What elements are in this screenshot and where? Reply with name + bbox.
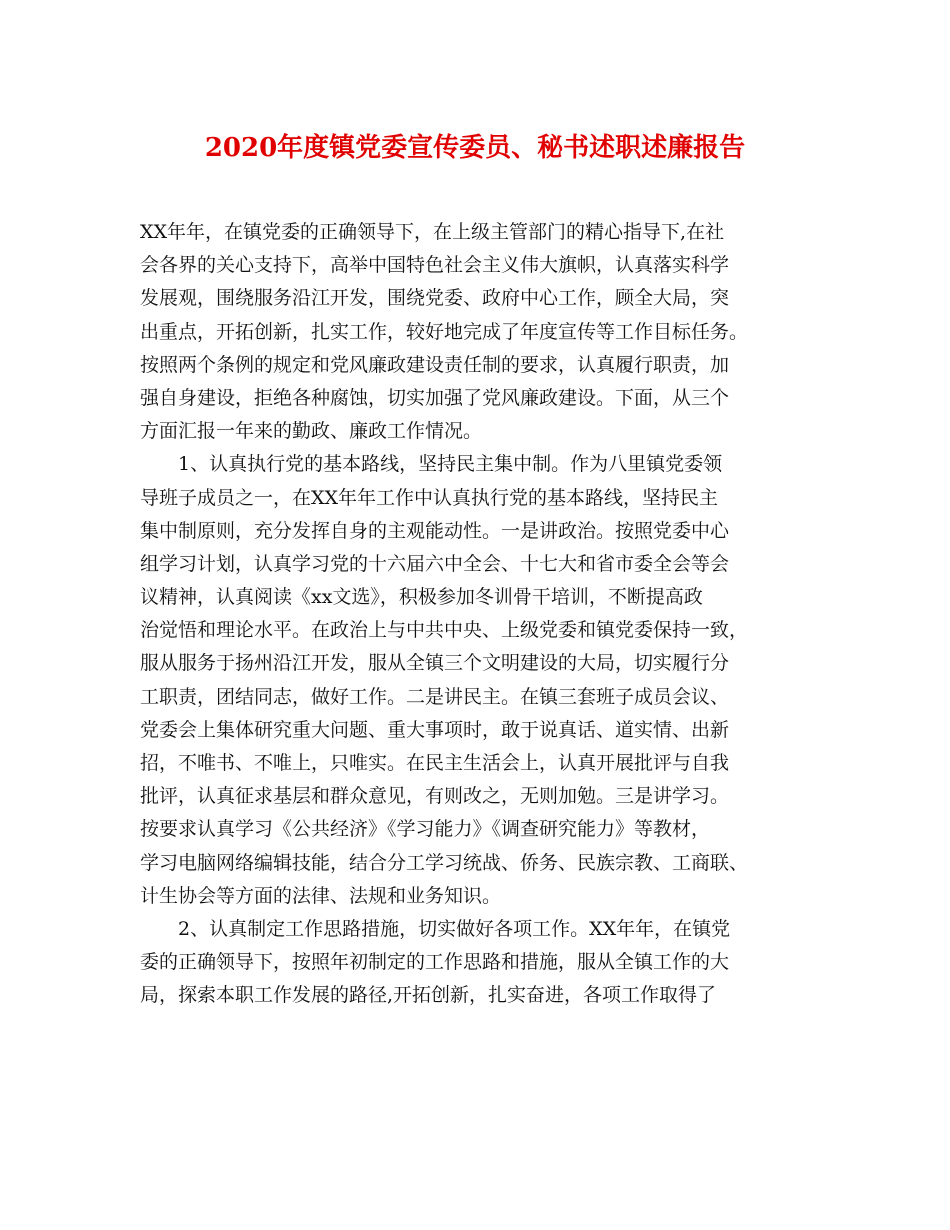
text-line: 招，不唯书、不唯上，只唯实。在民主生活会上，认真开展批评与自我	[140, 752, 730, 774]
text-line: 会各界的关心支持下，高举中国特色社会主义伟大旗帜，认真落实科学	[140, 254, 730, 277]
text-line: 批评，认真征求基层和群众意见，有则改之，无则加勉。三是讲学习。	[140, 785, 730, 808]
text-line: 按要求认真学习《公共经济》《学习能力》《调查研究能力》等教材，	[140, 818, 711, 841]
text-line: 1、认真执行党的基本路线，坚持民主集中制。作为八里镇党委领	[178, 453, 723, 476]
text-line: 议精神，认真阅读《xx文选》，积极参加冬训骨干培训，不断提高政	[140, 586, 703, 609]
text-line: 发展观，围绕服务沿江开发，围绕党委、政府中心工作，顾全大局，突	[140, 287, 730, 310]
text-line: 计生协会等方面的法律、法规和业务知识。	[140, 884, 502, 907]
text-line: 导班子成员之一，在XX年年工作中认真执行党的基本路线，坚持民主	[140, 486, 719, 509]
text-line: 局，探索本职工作发展的路径,开拓创新，扎实奋进，各项工作取得了	[140, 984, 717, 1007]
paragraph-section-2	[140, 913, 826, 1013]
text-line: 治觉悟和理论水平。在政治上与中共中央、上级党委和镇党委保持一致，	[140, 619, 749, 642]
text-line: 方面汇报一年来的勤政、廉政工作情况。	[140, 420, 483, 443]
text-line: 学习电脑网络编辑技能，结合分工学习统战、侨务、民族宗教、工商联、	[140, 851, 749, 874]
text-line: 工职责，团结同志，做好工作。二是讲民主。在镇三套班子成员会议、	[140, 685, 730, 708]
text-line: 强自身建设，拒绝各种腐蚀，切实加强了党风廉政建设。下面，从三个	[140, 386, 730, 409]
text-line: 党委会上集体研究重大问题、重大事项时，敢于说真话、道实情、出新	[140, 718, 730, 741]
text-line: 委的正确领导下，按照年初制定的工作思路和措施，服从全镇工作的大	[140, 951, 730, 974]
paragraph-section-1	[140, 448, 826, 913]
text-line: 服从服务于扬州沿江开发，服从全镇三个文明建设的大局，切实履行分	[140, 652, 730, 675]
text-line: XX年年，在镇党委的正确领导下，在上级主管部门的精心指导下,在社	[140, 221, 725, 243]
text-line: 2、认真制定工作思路措施，切实做好各项工作。XX年年，在镇党	[178, 917, 731, 940]
text-line: 组学习计划，认真学习党的十六届六中全会、十七大和省市委全会等会	[140, 552, 730, 575]
text-line: 集中制原则，充分发挥自身的主观能动性。一是讲政治。按照党委中心	[140, 519, 730, 542]
text-line: 出重点，开拓创新，扎实工作，较好地完成了年度宣传等工作目标任务。	[140, 320, 749, 343]
document-title: 2020年度镇党委宣传委员、秘书述职述廉报告	[204, 133, 746, 163]
paragraph-intro	[140, 216, 826, 448]
document-body	[140, 216, 826, 1013]
text-line: 按照两个条例的规定和党风廉政建设责任制的要求，认真履行职责，加	[140, 353, 730, 376]
